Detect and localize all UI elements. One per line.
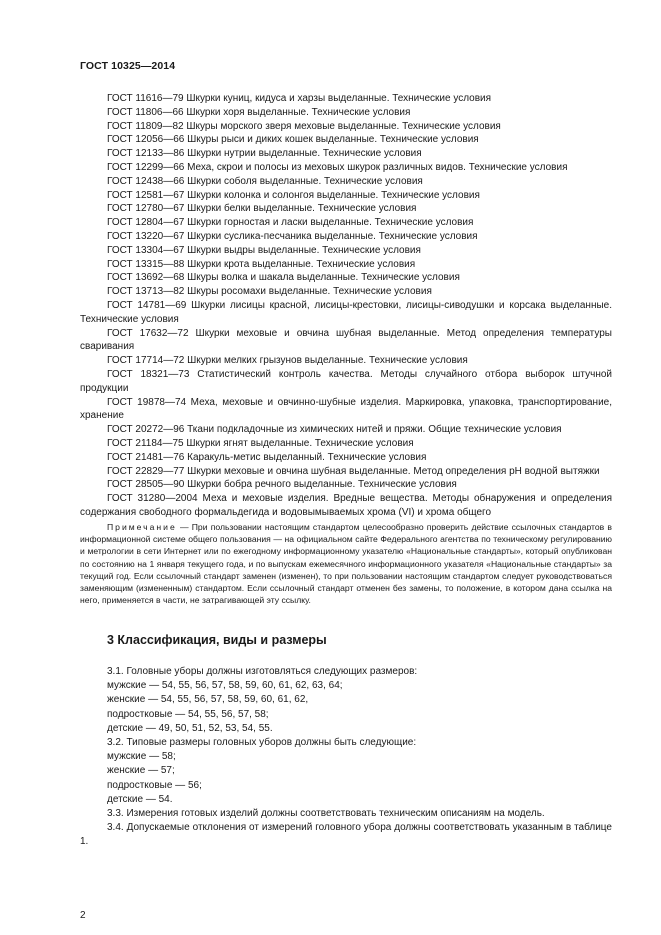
note-label: Примечание <box>107 522 177 532</box>
reference-item: ГОСТ 21184—75 Шкурки ягнят выделанные. Технические условия <box>107 437 414 449</box>
reference-item: ГОСТ 13304—67 Шкурки выдры выделанные. Технические условия <box>107 244 421 256</box>
section-paragraph: мужские — 54, 55, 56, 57, 58, 59, 60, 61, 62, 63, 64; <box>107 680 343 692</box>
reference-item: ГОСТ 22829—77 Шкурки меховые и овчина шубная выделанные. Метод определения pH водной вытяжки <box>107 465 600 477</box>
reference-item: ГОСТ 13692—68 Шкуры волка и шакала выделанные. Технические условия <box>107 272 460 284</box>
section-paragraph: 3.4. Допускаемые отклонения от измерений головного убора должны соответствовать указанным в таблице 1. <box>80 822 612 848</box>
reference-item: ГОСТ 12438—66 Шкурки соболя выделанные. Технические условия <box>107 175 423 187</box>
normative-references-list <box>80 92 612 520</box>
section-paragraph: женские — 54, 55, 56, 57, 58, 59, 60, 61, 62, <box>107 694 309 706</box>
reference-item: ГОСТ 18321—73 Статистический контроль качества. Методы случайного отбора выборок штучной продукции <box>80 368 612 394</box>
reference-item: ГОСТ 11809—82 Шкуры морского зверя меховые выделанные. Технические условия <box>107 120 501 132</box>
note-paragraph <box>80 521 612 606</box>
reference-item: ГОСТ 17632—72 Шкурки меховые и овчина шубная выделанные. Метод определения температуры сваривания <box>80 327 612 353</box>
document-code-header: ГОСТ 10325—2014 <box>80 60 176 72</box>
reference-item: ГОСТ 13713—82 Шкуры росомахи выделанные. Технические условия <box>107 286 432 298</box>
reference-item: ГОСТ 31280—2004 Меха и меховые изделия. Вредные вещества. Методы обнаружения и определения содержания свободного формальдегида и водовымываемых хрома (VI) и хрома общего <box>80 493 612 518</box>
section-paragraph: подростковые — 56; <box>107 779 202 791</box>
reference-item: ГОСТ 20272—96 Ткани подкладочные из химических нитей и пряжи. Общие технические условия <box>107 424 562 436</box>
section-paragraph: 3.3. Измерения готовых изделий должны соответствовать техническим описаниям на модель. <box>107 808 545 820</box>
section-title: 3 Классификация, виды и размеры <box>107 633 327 647</box>
reference-item: ГОСТ 12780—67 Шкурки белки выделанные. Технические условия <box>107 203 417 215</box>
section-body <box>80 665 612 850</box>
reference-item: ГОСТ 12804—67 Шкурки горностая и ласки выделанные. Технические условия <box>107 217 474 229</box>
reference-item: ГОСТ 11616—79 Шкурки куниц, кидуса и харзы выделанные. Технические условия <box>107 93 492 104</box>
reference-item: ГОСТ 13315—88 Шкурки крота выделанные. Технические условия <box>107 258 416 270</box>
section-paragraph: детские — 49, 50, 51, 52, 53, 54, 55. <box>107 722 273 734</box>
reference-item: ГОСТ 11806—66 Шкурки хоря выделанные. Технические условия <box>107 106 411 118</box>
reference-item: ГОСТ 21481—76 Каракуль-метис выделанный. Технические условия <box>107 451 427 463</box>
reference-item: ГОСТ 19878—74 Меха, меховые и овчинно-шубные изделия. Маркировка, упаковка, транспортирование, хранение <box>80 396 612 422</box>
reference-item: ГОСТ 28505—90 Шкурки бобра речного выделанные. Технические условия <box>107 479 457 491</box>
page-number: 2 <box>80 910 86 921</box>
section-paragraph: 3.2. Типовые размеры головных уборов должны быть следующие: <box>107 737 417 749</box>
reference-item: ГОСТ 14781—69 Шкурки лисицы красной, лисицы-крестовки, лисицы-сиводушки и корсака выделанные. Технические условия <box>80 299 612 325</box>
section-paragraph: детские — 54. <box>107 793 173 805</box>
reference-item: ГОСТ 13220—67 Шкурки суслика-песчаника выделанные. Технические условия <box>107 230 478 242</box>
reference-item: ГОСТ 12133—86 Шкурки нутрии выделанные. Технические условия <box>107 148 422 160</box>
section-paragraph: женские — 57; <box>107 765 175 777</box>
section-paragraph: мужские — 58; <box>107 751 176 763</box>
reference-item: ГОСТ 12056—66 Шкуры рыси и диких кошек выделанные. Технические условия <box>107 134 479 146</box>
section-paragraph: подростковые — 54, 55, 56, 57, 58; <box>107 708 269 720</box>
reference-item: ГОСТ 17714—72 Шкурки мелких грызунов выделанные. Технические условия <box>107 355 468 367</box>
note-text: — При пользовании настоящим стандартом целесообразно проверить действие ссылочных стандартов в информационной системе общего пользования — на официальном сайте Федерального агентства по техническому регулированию и метрологии в сети Интернет или по ежегодному информационному указателю «Национальные стандарты», который опубликован по состоянию на 1 января текущего года, и по выпускам ежемесячного информационного указателя «Национальные стандарты» за текущий год. Если ссылочный стандарт заменен (изменен), то при пользовании настоящим стандартом следует руководствоваться заменяющим (измененным) стандартом. Если ссылочный стандарт отменен без замены, то положение, в котором дана ссылка на него, применяется в части, не затрагивающей эту ссылку. <box>80 522 612 606</box>
reference-item: ГОСТ 12299—66 Меха, скрои и полосы из меховых шкурок различных видов. Технические условия <box>107 161 568 173</box>
reference-item: ГОСТ 12581—67 Шкурки колонка и солонгоя выделанные. Технические условия <box>107 189 480 201</box>
section-paragraph: 3.1. Головные уборы должны изготовляться следующих размеров: <box>107 666 418 677</box>
